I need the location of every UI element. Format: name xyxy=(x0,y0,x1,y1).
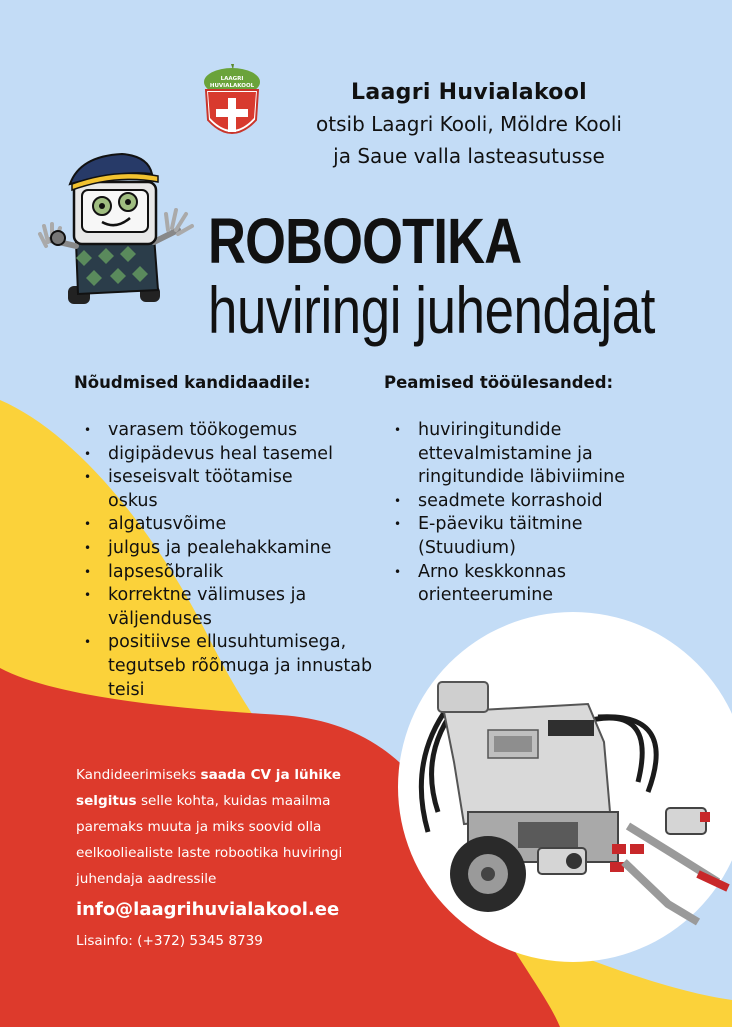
requirement-item: • varasem töökogemus xyxy=(84,419,384,443)
org-line-1: otsib Laagri Kooli, Möldre Kooli xyxy=(316,112,622,136)
requirement-item: • algatusvõime xyxy=(84,513,384,537)
robot-mascot xyxy=(36,150,196,310)
requirements-list xyxy=(84,419,384,702)
apply-text-bold: saada CV ja lühike selgitus xyxy=(76,767,341,809)
duties-heading: Peamised tööülesanded: xyxy=(384,373,614,392)
duty-item: • seadmete korrashoid xyxy=(394,490,664,514)
requirement-item: • digipädevus heal tasemel xyxy=(84,443,384,467)
duty-item: • huviringitundide ettevalmistamine ja ringitundide läbiviimine xyxy=(394,419,658,490)
title-main: ROBOOTIKA xyxy=(208,205,522,277)
logo-text-1: LAAGRI xyxy=(220,76,244,82)
org-name: Laagri Huvialakool xyxy=(351,80,587,105)
org-line-2: ja Saue valla lasteasutusse xyxy=(333,144,605,168)
phone-info: Lisainfo: (+372) 5345 8739 xyxy=(76,933,263,949)
apply-text-after: selle kohta, kuidas maailma paremaks muuta ja miks soovid olla eelkooliealiste laste robootika huviringi juhendaja aadressile xyxy=(76,793,343,887)
duty-item: • E-päeviku täitmine (Stuudium) xyxy=(394,513,608,560)
requirement-item: • julgus ja pealehakkamine xyxy=(84,537,384,561)
lego-robot-photo xyxy=(398,612,732,962)
logo-text-2: HUVIALAKOOL xyxy=(209,83,255,89)
apply-text-before: Kandideerimiseks xyxy=(76,767,201,783)
org-block xyxy=(284,78,654,172)
duty-item: • Arno keskkonnas orienteerumine xyxy=(394,561,593,608)
title-sub: huviringi juhendajat xyxy=(208,273,655,347)
email-link[interactable]: info@laagrihuvialakool.ee xyxy=(76,899,340,920)
apply-text xyxy=(76,762,376,892)
requirement-item: • lapsesõbralik xyxy=(84,561,384,585)
requirement-item: • positiivse ellusuhtumisega, tegutseb rõõmuga ja innustab teisi xyxy=(84,631,383,702)
requirement-item: • iseseisvalt töötamise oskus xyxy=(84,466,333,513)
requirements-heading: Nõudmised kandidaadile: xyxy=(74,373,311,392)
duties-list xyxy=(394,419,664,608)
school-logo xyxy=(200,62,264,146)
requirement-item: • korrektne välimuses ja väljenduses xyxy=(84,584,348,631)
